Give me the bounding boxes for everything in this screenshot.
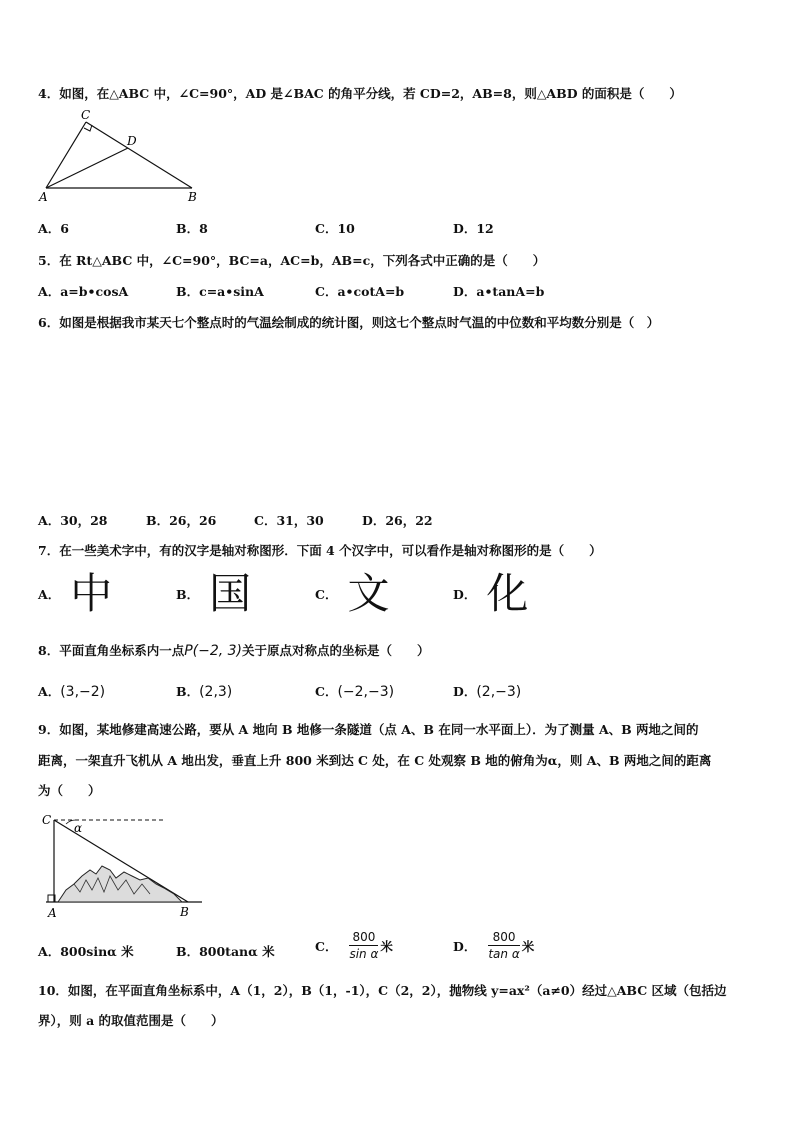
q4-stem: 4．如图，在△ABC 中，∠C=90°，AD 是∠BAC 的角平分线，若 CD=2，AB=8，则△ABD 的面积是（ ） (38, 86, 682, 101)
q8-option-c[interactable]: C．(−2,−3) (315, 684, 395, 700)
q8-option-d[interactable]: D．(2,−3) (453, 684, 522, 700)
label-alpha: α (74, 821, 83, 835)
q5-option-a[interactable]: A．a=b•cosA (38, 284, 129, 299)
label-d: D (127, 134, 137, 148)
q9-tunnel-figure (36, 810, 208, 922)
q6-stem: 6．如图是根据我市某天七个整点时的气温绘制成的统计图，则这七个整点时气温的中位数和平均数分别是（ ） (38, 315, 660, 330)
label-b: B (180, 905, 189, 919)
q9-stem-line3: 为（ ） (38, 783, 101, 798)
point-p: P(−2, 3) (184, 643, 243, 659)
q7-option-a[interactable]: A． 中 (38, 569, 113, 618)
q4-option-c[interactable]: C．10 (315, 221, 355, 236)
q7-stem: 7．在一些美术字中，有的汉字是轴对称图形．下面 4 个汉字中，可以看作是轴对称图形的是（ ） (38, 543, 602, 558)
q6-option-a[interactable]: A．30，28 (38, 513, 108, 528)
q8-stem: 8．平面直角坐标系内一点P(−2, 3)关于原点对称点的坐标是（ ） (38, 643, 430, 659)
q9-stem-line1: 9．如图，某地修建高速公路，要从 A 地向 B 地修一条隧道（点 A、B 在同一水平面上）．为了测量 A、B 两地之间的 (38, 722, 699, 737)
q9-option-b[interactable]: B．800tanα 米 (176, 944, 275, 959)
hanzi-hua: 化 (486, 569, 529, 618)
label-a: A (39, 190, 48, 204)
q6-option-b[interactable]: B．26，26 (146, 513, 217, 528)
q6-option-d[interactable]: D．26，22 (362, 513, 433, 528)
q10-stem-line2: 界），则 a 的取值范围是（ ） (38, 1013, 224, 1028)
hanzi-guo: 国 (209, 569, 252, 618)
mountain-shape (58, 866, 182, 902)
right-angle-mark-c (84, 125, 92, 131)
q7-option-d[interactable]: D． 化 (453, 569, 529, 618)
label-a: A (48, 906, 57, 920)
q7-option-b[interactable]: B． 国 (176, 569, 252, 618)
q10-stem-line1: 10．如图，在平面直角坐标系中，A（1，2），B（1，-1），C（2，2），抛物线 y=ax²（a≠0）经过△ABC 区域（包括边 (38, 983, 727, 998)
q9-stem-line2: 距离，一架直升飞机从 A 地出发，垂直上升 800 米到达 C 处，在 C 处观察 B 地的俯角为α，则 A、B 两地之间的距离 (38, 753, 712, 768)
q4-option-d[interactable]: D．12 (453, 221, 494, 236)
q5-option-d[interactable]: D．a•tanA=b (453, 284, 545, 299)
q4-triangle-figure (36, 108, 206, 204)
q9-option-a[interactable]: A．800sinα 米 (38, 944, 134, 959)
q9-option-c[interactable]: C． $\frac{800}{\text{sin α}}$ 米 (315, 930, 393, 961)
fraction-800-over-tan-alpha: $\frac{800}{\text{tan α}}$ (488, 930, 520, 961)
label-c: C (81, 108, 91, 122)
hanzi-zhong: 中 (70, 569, 113, 618)
q5-stem: 5．在 Rt△ABC 中，∠C=90°，BC=a，AC=b，AB=c，下列各式中正确的是（ ） (38, 253, 546, 268)
q8-option-a[interactable]: A．(3,−2) (38, 684, 106, 700)
q4-option-a[interactable]: A．6 (38, 221, 69, 236)
q7-option-c[interactable]: C． 文 (315, 569, 390, 618)
q8-option-b[interactable]: B．(2,3) (176, 684, 233, 700)
q5-option-b[interactable]: B．c=a•sinA (176, 284, 264, 299)
label-b: B (188, 190, 197, 204)
fraction-800-over-sin-alpha: $\frac{800}{\text{sin α}}$ (349, 930, 379, 961)
hanzi-wen: 文 (347, 569, 390, 618)
q5-option-c[interactable]: C．a•cotA=b (315, 284, 405, 299)
q6-option-c[interactable]: C．31，30 (254, 513, 324, 528)
segment-cb (86, 122, 192, 188)
q9-option-d[interactable]: D． $\frac{800}{\text{tan α}}$ 米 (453, 930, 535, 961)
q4-option-b[interactable]: B．8 (176, 221, 208, 236)
label-c: C (42, 813, 52, 827)
